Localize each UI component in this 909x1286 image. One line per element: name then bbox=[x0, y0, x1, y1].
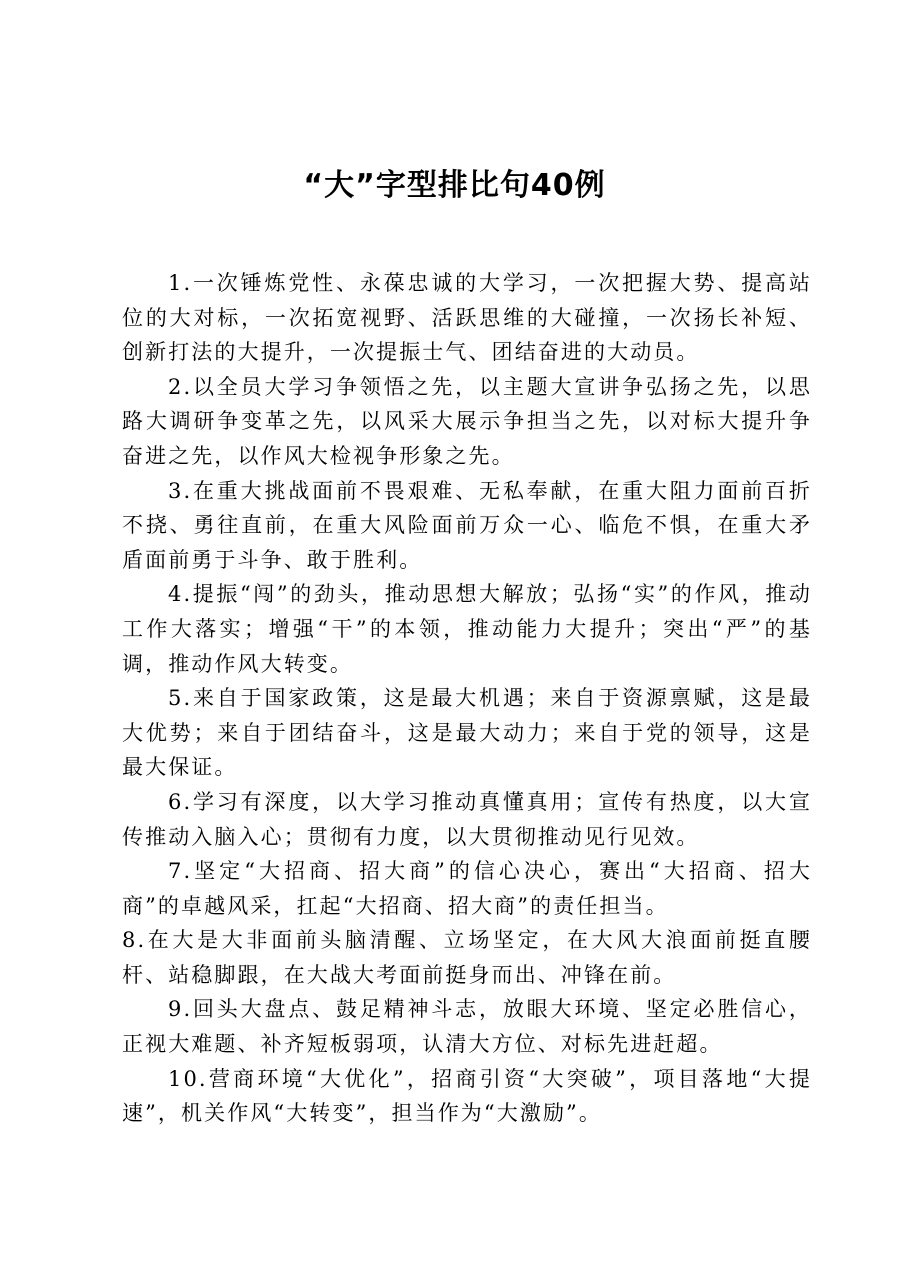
paragraph-10: 10.营商环境“大优化”，招商引资“大突破”，项目落地“大提速”，机关作风“大转变”，担当作为“大激励”。 bbox=[122, 1066, 812, 1126]
paragraph-5: 5.来自于国家政策，这是最大机遇；来自于资源禀赋，这是最大优势；来自于团结奋斗，这是最大动力；来自于党的领导，这是最大保证。 bbox=[122, 686, 812, 780]
document-body bbox=[122, 266, 812, 1131]
paragraph-7: 7.坚定“大招商、招大商”的信心决心，赛出“大招商、招大商”的卓越风采，扛起“大招商、招大商”的责任担当。 bbox=[122, 859, 812, 918]
paragraph-9: 9.回头大盘点、鼓足精神斗志，放眼大环境、坚定必胜信心，正视大难题、补齐短板弱项，认清大方位、对标先进赶超。 bbox=[122, 997, 812, 1057]
paragraph-8: 8.在大是大非面前头脑清醒、立场坚定，在大风大浪面前挺直腰杆、站稳脚跟，在大战大考面前挺身而出、冲锋在前。 bbox=[122, 928, 812, 987]
paragraph-6: 6.学习有深度，以大学习推动真懂真用；宣传有热度，以大宣传推动入脑入心；贯彻有力度，以大贯彻推动见行见效。 bbox=[122, 789, 812, 849]
document-title: “大”字型排比句40例 bbox=[303, 168, 606, 203]
paragraph-2: 2.以全员大学习争领悟之先，以主题大宣讲争弘扬之先，以思路大调研争变革之先，以风采大展示争担当之先，以对标大提升争奋进之先，以作风大检视争形象之先。 bbox=[122, 374, 812, 468]
paragraph-1: 1.一次锤炼党性、永葆忠诚的大学习，一次把握大势、提高站位的大对标，一次拓宽视野、活跃思维的大碰撞，一次扬长补短、创新打法的大提升，一次提振士气、团结奋进的大动员。 bbox=[122, 271, 812, 365]
paragraph-4: 4.提振“闯”的劲头，推动思想大解放；弘扬“实”的作风，推动工作大落实；增强“干”的本领，推动能力大提升；突出“严”的基调，推动作风大转变。 bbox=[122, 582, 812, 676]
paragraph-3: 3.在重大挑战面前不畏艰难、无私奉献，在重大阻力面前百折不挠、勇往直前，在重大风险面前万众一心、临危不惧，在重大矛盾面前勇于斗争、敢于胜利。 bbox=[122, 478, 812, 572]
